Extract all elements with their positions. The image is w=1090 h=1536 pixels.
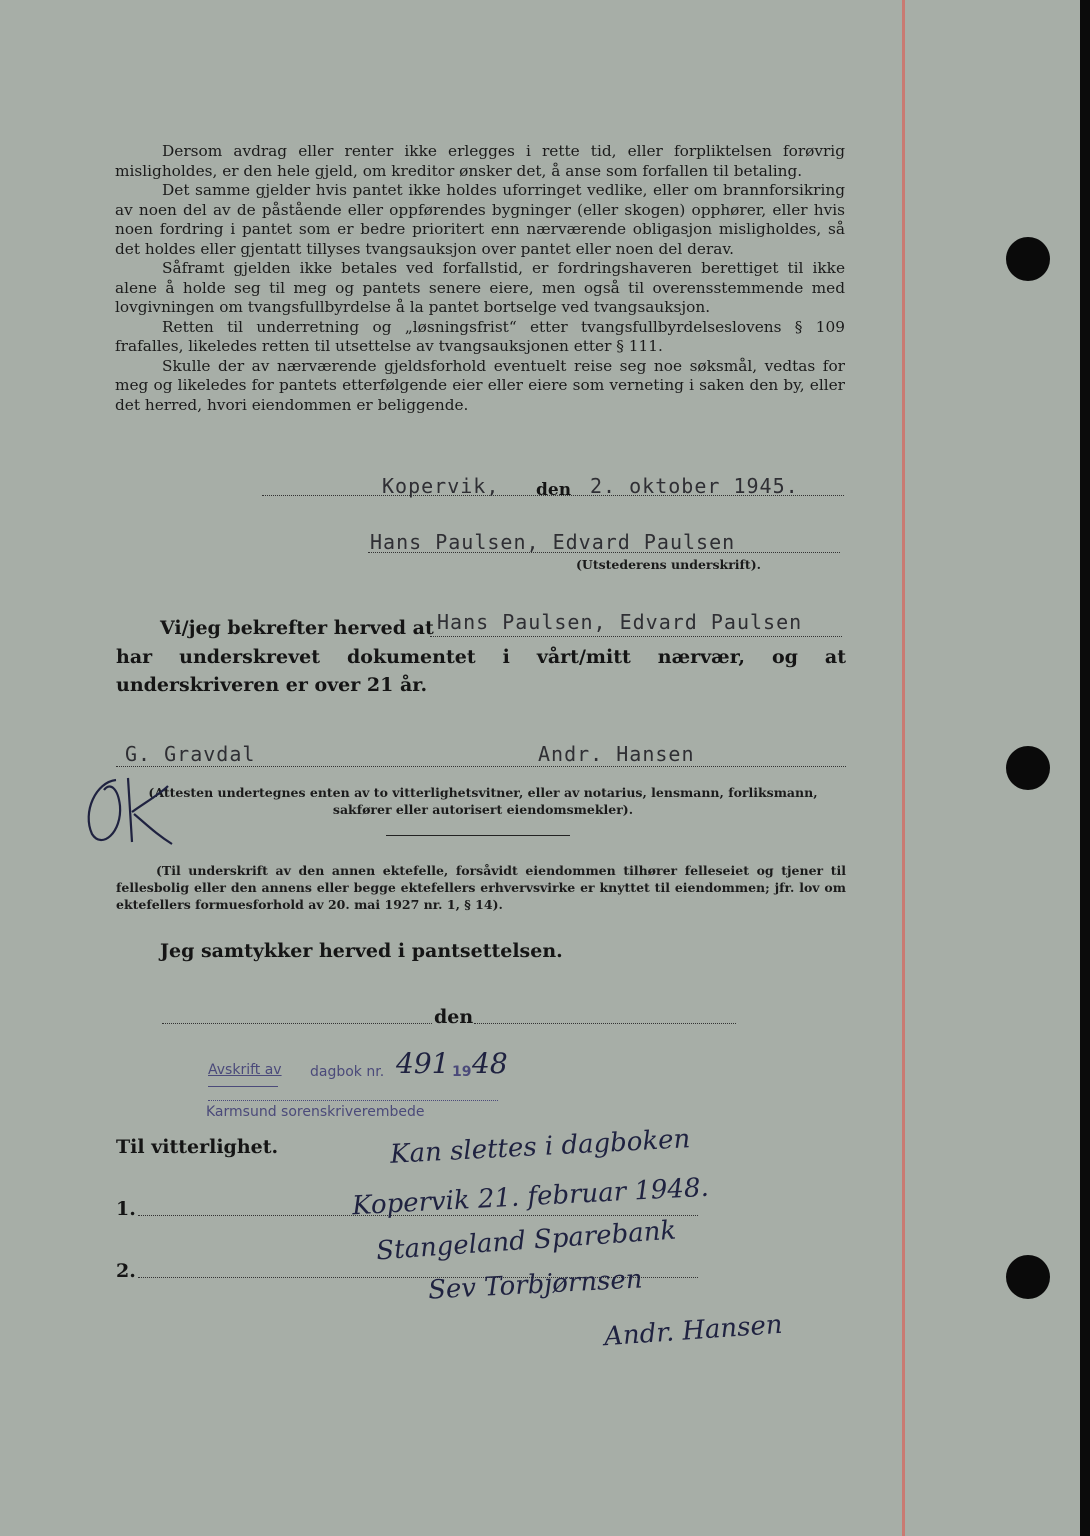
paragraph-fire-insurance: Det samme gjelder hvis pantet ikke holdes uforringet vedlike, eller om brannforsikring av noen del av de påstående eller oppførendes bygninger (eller skogen) opphører, eller hvis noen fordring i pantet som er bedre prioritert enn nærværende obligasjon misligholdes, så det holdes eller gjentatt tillyses tvangsauksjon over pantet eller noen del derav.: [115, 181, 845, 258]
confirmation-text: har underskrevet dokumentet i vårt/mitt nærvær, og at underskriveren er over 21 år.: [116, 646, 846, 696]
witness-first: G. Gravdal: [125, 742, 256, 766]
stamp-year-prefix: 19: [452, 1064, 472, 1080]
consent-place-line: [162, 1023, 432, 1024]
witness-number-2: 2.: [116, 1260, 136, 1282]
stamp-office: Karmsund sorenskriverembede: [206, 1104, 425, 1120]
red-margin-line: [902, 0, 905, 1536]
attest-note: (Attesten undertegnes enten av to vitterlighetsvitner, eller av notarius, lensmann, forliksmann, sakfører eller autorisert eiendomsmekler).: [148, 785, 818, 817]
consent-den: den: [434, 1006, 474, 1028]
spouse-note: (Til underskrift av den annen ektefelle, forsåvidt eiendommen tilhører felleseiet og tjener til fellesbolig eller den annens eller begge ektefellers erhvervsvirke er knyttet til eiendommen; jfr. lov om ektefellers formuesforhold av 20. mai 1927 nr. 1, § 14).: [116, 863, 846, 912]
consent-text: Jeg samtykker herved i pantsettelsen.: [160, 940, 563, 962]
conditions-text: [115, 142, 845, 415]
stamp-avskrift: Avskrift av: [208, 1062, 282, 1078]
consent-date-line: [474, 1023, 736, 1024]
issuer-names: Hans Paulsen, Edvard Paulsen: [370, 530, 736, 554]
place: Kopervik,: [382, 474, 500, 498]
witness-section-title: Til vitterlighet.: [116, 1136, 279, 1158]
den-label: den: [536, 480, 572, 500]
witness-line: [116, 766, 846, 767]
handwritten-line-1: Kan slettes i dagboken: [389, 1124, 692, 1170]
stamp-dagbok: dagbok nr.: [310, 1064, 385, 1080]
handwritten-line-4: Sev Torbjørnsen: [427, 1264, 644, 1306]
confirmation-line: [430, 636, 842, 637]
punch-hole-icon: [1006, 1255, 1050, 1299]
issuer-caption: (Utstederens underskrift).: [576, 557, 761, 572]
separator-rule: [386, 835, 570, 836]
paragraph-default: Dersom avdrag eller renter ikke erlegges i rette tid, eller forpliktelsen forøvrig misligholdes, er den hele gjeld, om kreditor ønsker det, å anse som forfallen til betaling.: [115, 142, 845, 180]
confirmation-lead: Vi/jeg bekrefter herved at: [160, 617, 434, 639]
witness-number-1: 1.: [116, 1198, 136, 1220]
punch-hole-icon: [1006, 237, 1050, 281]
punch-hole-icon: [1006, 746, 1050, 790]
handwritten-line-5: Andr. Hansen: [603, 1309, 784, 1353]
handwritten-line-2: Kopervik 21. februar 1948.: [351, 1172, 710, 1222]
stamp-strike: [208, 1086, 278, 1087]
confirmation-names: Hans Paulsen, Edvard Paulsen: [437, 610, 803, 634]
paragraph-notice: Retten til underretning og „løsningsfrist“ etter tvangsfullbyrdelseslovens § 109 frafalles, likeledes retten til utsettelse av tvangsauksjonen etter § 111.: [115, 317, 845, 355]
stamp-year-suffix: 48: [472, 1047, 508, 1080]
date: 2. oktober 1945.: [590, 474, 799, 498]
witness-second: Andr. Hansen: [538, 742, 695, 766]
paragraph-forced-sale: Såframt gjelden ikke betales ved forfallstid, er fordringshaveren berettiget til ikke alene å holde seg til meg og pantets senere eiere, men også til overensstemmende med lovgivningen om tvangsfullbyrdelse å la pantet bortselge ved tvangsauksjon.: [115, 259, 845, 316]
stamp-line: [208, 1100, 498, 1101]
ok-mark-icon: [76, 772, 176, 852]
handwritten-line-3: Stangeland Sparebank: [375, 1215, 678, 1267]
paragraph-venue: Skulle der av nærværende gjeldsforhold eventuelt reise seg noe søksmål, vedtas for meg og likeledes for pantets etterfølgende eier eller eiere som verneting i saken den by, eller det herred, hvori eiendommen er beliggende.: [115, 356, 845, 414]
stamp-number: 491: [396, 1047, 450, 1080]
